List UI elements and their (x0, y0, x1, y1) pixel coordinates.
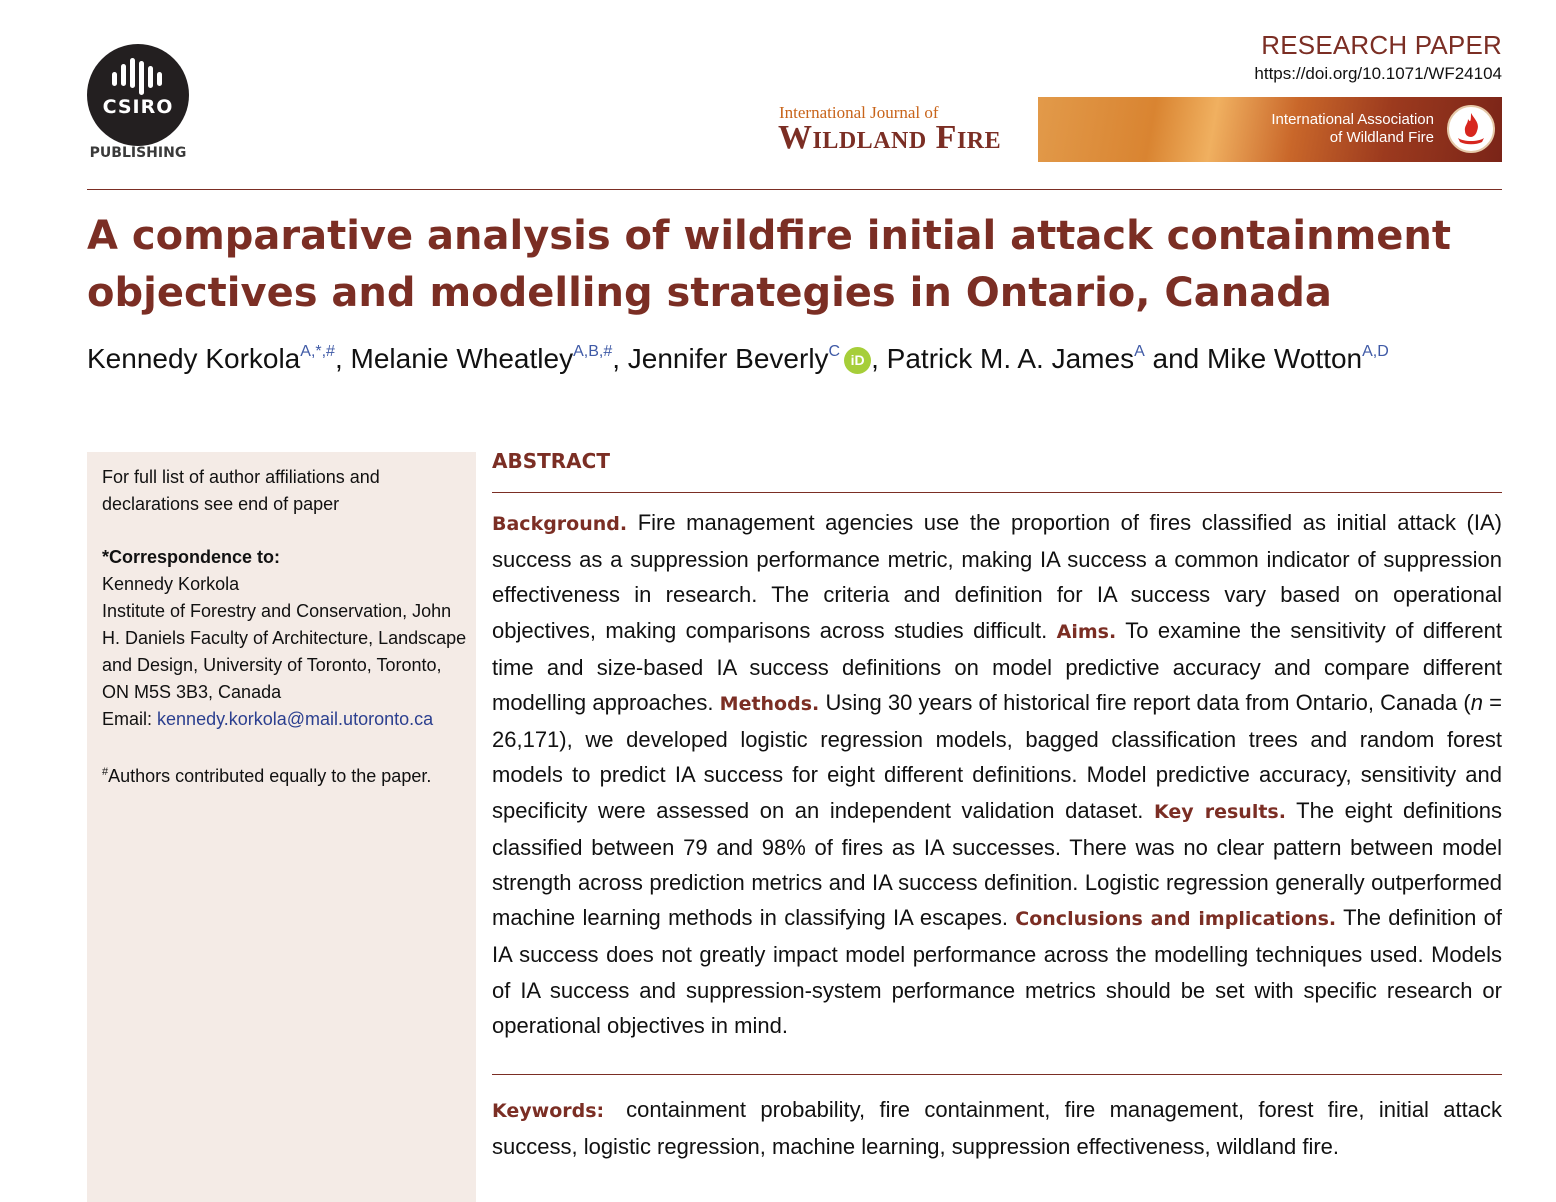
sound-bars-icon (111, 58, 167, 96)
aims-label: Aims. (1056, 620, 1117, 643)
keywords-text: containment probability, fire containment, fire management, forest fire, initial attack success, logistic regression, machine learning, suppression effectiveness, wildland fire. (492, 1097, 1502, 1159)
journal-banner (776, 97, 1502, 162)
equal-contribution-note: #Authors contributed equally to the paper. (102, 766, 432, 786)
journal-name-big: Wildland Fire (778, 119, 1002, 156)
abstract-heading: ABSTRACT (492, 449, 610, 473)
results-label: Key results. (1153, 800, 1286, 823)
csiro-logo (87, 44, 189, 146)
background-label: Background. (492, 513, 628, 535)
author-affiliation: A,*,# (300, 343, 335, 360)
correspondence-heading: *Correspondence to: (102, 547, 281, 567)
author-name[interactable]: Jennifer Beverly (627, 343, 829, 374)
conclusions-label: Conclusions and implications. (1015, 908, 1337, 931)
correspondence-email: Email: kennedy.korkola@mail.utoronto.ca (102, 709, 434, 729)
correspondence-address: Institute of Forestry and Conservation, John H. Daniels Faculty of Architecture, Landscape and Design, University of Toronto, Toronto, ON M5S 3B3, Canada (102, 601, 467, 702)
aims-text: To examine the sensitivity of different time and size-based IA success definitions on model predictive accuracy and compare different modelling approaches. (492, 617, 1503, 716)
author-name[interactable]: Kennedy Korkola (87, 343, 301, 374)
author-affiliation: A (1134, 343, 1145, 360)
author-name[interactable]: Melanie Wheatley (350, 343, 574, 374)
affiliations-note: For full list of author affiliations and declarations see end of paper (102, 467, 380, 514)
author-affiliation: C (828, 343, 841, 360)
keywords-label: Keywords: (492, 1100, 605, 1122)
methods-label: Methods. (719, 693, 820, 716)
paper-title: A comparative analysis of wildfire initial attack containment objectives and modelling strategies in Ontario, Canada (87, 213, 1452, 316)
flame-seal-icon (1446, 104, 1496, 154)
abstract-divider-bottom (492, 1074, 1502, 1075)
correspondence-block (102, 544, 467, 733)
journal-name (776, 97, 1038, 162)
info-sidebar (87, 452, 476, 1202)
orcid-icon[interactable]: iD (844, 347, 871, 374)
author-affiliation: A,D (1362, 343, 1389, 360)
methods-text: Using 30 years of historical fire report data from Ontario, Canada ( (825, 690, 1471, 716)
logo-text: CSIRO (102, 96, 174, 118)
author-list: Kennedy Korkola$^{A,*,\#}$, Melanie Wheatley$^{A,B,\#}$, Jennifer Beverly$^C$ iD , Patrick M. A. James$^A$ and Mike Wotton$^{A,D}$ (87, 343, 1389, 374)
paper-type-label: RESEARCH PAPER (1261, 30, 1502, 60)
abstract-text: Background. Fire management agencies use the proportion of fires classified as initial attack (IA) success as a suppression performance metric, making IA success a common indicator of suppression effectiveness in research. The criteria and definition for IA success vary based on operational objectives, making comparisons across studies difficult. Aims. To examine the sensitivity of different time and size-based IA success definitions on model predictive accuracy and compare different modelling approaches. Methods. Using 30 years of historical fire report data from Ontario, Canada (n = 26,171), we developed logistic regression models, bagged classification trees and random forest models to predict IA success for eight different definitions. Model predictive accuracy, sensitivity and specificity were assessed on an independent validation dataset. Key results. The eight definitions classified between 79 and 98% of fires as IA successes. There was no clear pattern between model strength across prediction metrics and IA success definition. Logistic regression generally outperformed machine learning methods in classifying IA escapes. Conclusions and implications. The definition of IA success does not greatly impact model performance across the modelling techniques used. Models of IA success and suppression-system performance metrics should be set with specific research or operational objectives in mind. (492, 510, 1503, 1038)
author-affiliation: A,B,# (573, 343, 613, 360)
header-divider (87, 189, 1502, 190)
author-name[interactable]: Patrick M. A. James (886, 343, 1135, 374)
abstract-divider-top (492, 492, 1502, 493)
email-link[interactable]: kennedy.korkola@mail.utoronto.ca (157, 709, 434, 729)
author-name[interactable]: Mike Wotton (1207, 343, 1363, 374)
publisher-subtitle: PUBLISHING (89, 145, 187, 161)
correspondence-name: Kennedy Korkola (102, 574, 240, 594)
keywords (492, 1092, 1502, 1164)
journal-name-small: International Journal of (779, 103, 939, 122)
fire-image-strip (1038, 97, 1502, 162)
background-text: Fire management agencies use the proportion of fires classified as initial attack (IA) success as a suppression performance metric, making IA success a common indicator of suppression effectiveness in research. The criteria and definition for IA success vary based on operational objectives, making comparisons across studies difficult. (492, 510, 1502, 643)
doi-link[interactable]: https://doi.org/10.1071/WF24104 (1254, 64, 1502, 83)
conclusions-text: The definition of IA success does not greatly impact model performance across the modelling techniques used. Models of IA success and suppression-system performance metrics should be set with specific research or operational objectives in mind. (492, 905, 1503, 1038)
results-text: The eight definitions classified between 79 and 98% of fires as IA successes. There was no clear pattern between model strength across prediction metrics and IA success definition. Logistic regression generally outperformed machine learning methods in classifying IA escapes. (492, 797, 1503, 931)
association-name: International Association of Wildland Fire (1271, 111, 1434, 146)
